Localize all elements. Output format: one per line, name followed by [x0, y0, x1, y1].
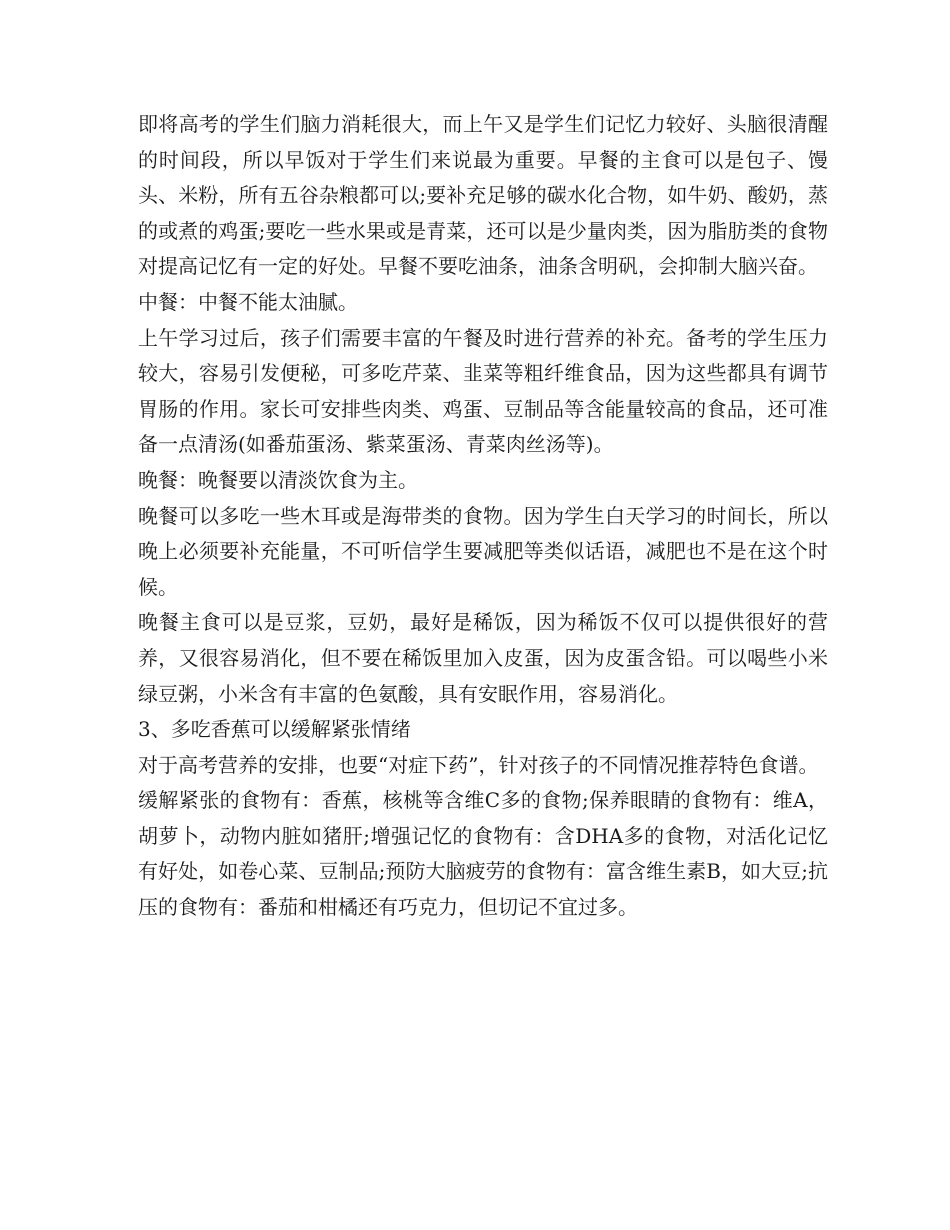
heading-lunch: 中餐：中餐不能太油腻。	[138, 289, 358, 314]
paragraph-dinner-1: 晚餐可以多吃一些木耳或是海带类的食物。因为学生白天学习的时间长，所以晚上必须要补充能量，不可听信学生要减肥等类似话语，减肥也不是在这个时候。	[138, 503, 828, 599]
heading-section-3: 3、多吃香蕉可以缓解紧张情绪	[138, 717, 411, 742]
paragraph-food-list: 缓解紧张的食物有：香蕉，核桃等含维C多的食物;保养眼睛的食物有：维A，胡萝卜，动物内脏如猪肝;增强记忆的食物有：含DHA多的食物，对活化记忆有好处，如卷心菜、豆制品;预防大脑疲劳的食物有：富含维生素B，如大豆;抗压的食物有：番茄和柑橘还有巧克力，但切记不宜过多。	[138, 788, 828, 920]
document-body	[138, 107, 828, 926]
paragraph-breakfast: 即将高考的学生们脑力消耗很大，而上午又是学生们记忆力较好、头脑很清醒的时间段，所以早饭对于学生们来说最为重要。早餐的主食可以是包子、馒头、米粉，所有五谷杂粮都可以;要补充足够的碳水化合物，如牛奶、酸奶，蒸的或煮的鸡蛋;要吃一些水果或是青菜，还可以是少量肉类，因为脂肪类的食物对提高记忆有一定的好处。早餐不要吃油条，油条含明矾，会抑制大脑兴奋。	[138, 112, 828, 279]
paragraph-lunch: 上午学习过后，孩子们需要丰富的午餐及时进行营养的补充。备考的学生压力较大，容易引发便秘，可多吃芹菜、韭菜等粗纤维食品，因为这些都具有调节胃肠的作用。家长可安排些肉类、鸡蛋、豆制品等含能量较高的食品，还可准备一点清汤(如番茄蛋汤、紫菜蛋汤、青菜肉丝汤等)。	[138, 325, 828, 457]
heading-dinner: 晚餐：晚餐要以清淡饮食为主。	[138, 467, 418, 492]
paragraph-nutrition-plan: 对于高考营养的安排，也要“对症下药”，针对孩子的不同情况推荐特色食谱。	[138, 752, 819, 777]
paragraph-dinner-2: 晚餐主食可以是豆浆，豆奶，最好是稀饭，因为稀饭不仅可以提供很好的营养，又很容易消化，但不要在稀饭里加入皮蛋，因为皮蛋含铅。可以喝些小米绿豆粥，小米含有丰富的色氨酸，具有安眠作用，容易消化。	[138, 610, 828, 706]
